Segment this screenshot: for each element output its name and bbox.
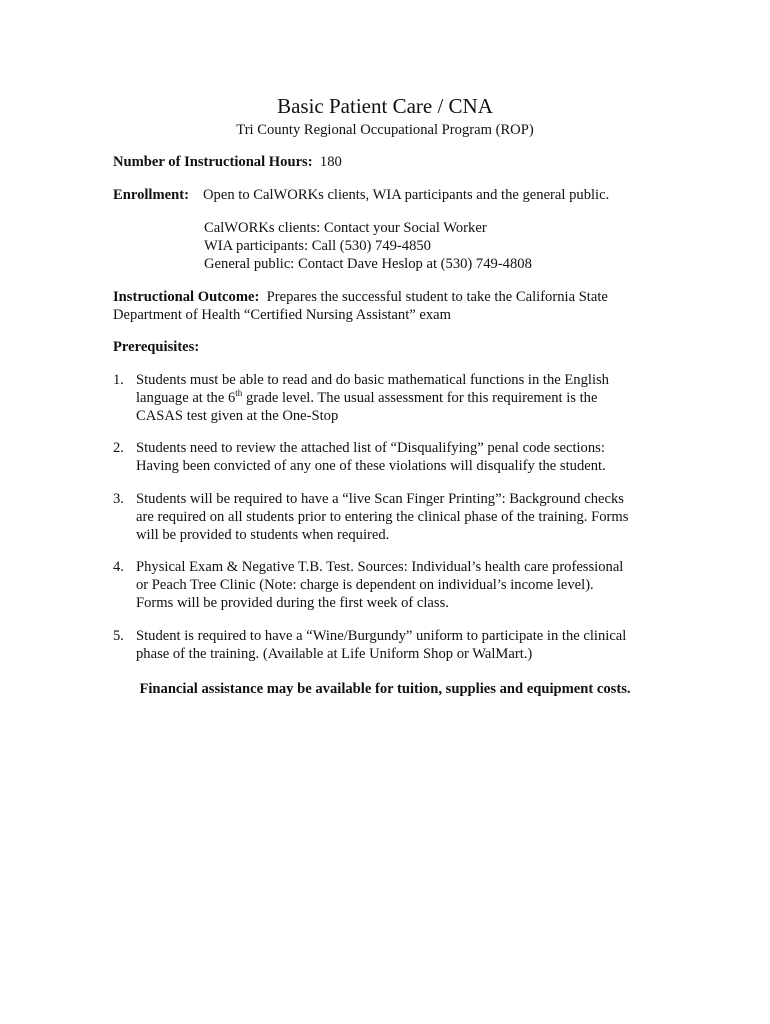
list-item-line: will be provided to students when required. xyxy=(136,527,390,543)
enrollment-row xyxy=(113,186,658,204)
list-item-line: Student is required to have a “Wine/Burgundy” uniform to participate in the clinical xyxy=(136,628,627,644)
list-item xyxy=(113,627,663,663)
list-item xyxy=(113,558,663,612)
enrollment-contact-wia: WIA participants: Call (530) 749-4850 xyxy=(204,238,431,254)
document-subtitle: Tri County Regional Occupational Program (ROP) xyxy=(236,122,534,138)
list-item xyxy=(113,439,663,475)
enrollment-contact-public: General public: Contact Dave Heslop at (530) 749-4808 xyxy=(204,256,532,272)
list-item-line: Having been convicted of any one of these violations will disqualify the student. xyxy=(136,458,606,474)
list-item-line: Physical Exam & Negative T.B. Test. Sources: Individual’s health care professional xyxy=(136,559,624,575)
list-item xyxy=(113,371,663,425)
document-title: Basic Patient Care / CNA xyxy=(277,94,493,118)
prerequisites-list xyxy=(113,439,663,475)
outcome-text-2: Department of Health “Certified Nursing Assistant” exam xyxy=(113,307,451,323)
outcome-line-1 xyxy=(113,288,658,306)
enrollment-text: Open to CalWORKs clients, WIA participants and the general public. xyxy=(203,187,610,203)
prerequisites-list xyxy=(113,490,663,544)
prerequisites-list xyxy=(113,371,663,425)
hours-label: Number of Instructional Hours xyxy=(113,154,308,170)
financial-assistance-note: Financial assistance may be available for tuition, supplies and equipment costs. xyxy=(139,681,631,697)
list-item-text: grade level. The usual assessment for this requirement is the xyxy=(242,390,598,406)
list-item-number: 4. xyxy=(113,559,124,575)
list-item-line: are required on all students prior to entering the clinical phase of the training. Forms xyxy=(136,509,629,525)
prerequisites-list xyxy=(113,627,663,663)
outcome-label: Instructional Outcome: xyxy=(113,289,260,305)
list-item-line xyxy=(136,389,663,407)
list-item-line: Students need to review the attached list of “Disqualifying” penal code sections: xyxy=(136,440,605,456)
list-item-number: 2. xyxy=(113,440,124,456)
list-item-line: Students will be required to have a “live Scan Finger Printing”: Background checks xyxy=(136,491,624,507)
list-item-number: 5. xyxy=(113,628,124,644)
list-item-text: language at the 6 xyxy=(136,390,236,406)
list-item-line: Students must be able to read and do basic mathematical functions in the English xyxy=(136,372,609,388)
list-item-line: or Peach Tree Clinic (Note: charge is dependent on individual’s income level). xyxy=(136,577,594,593)
list-item xyxy=(113,490,663,544)
prerequisites-heading: Prerequisites: xyxy=(113,339,200,355)
enrollment-label: Enrollment: xyxy=(113,187,189,203)
prerequisites-list xyxy=(113,558,663,612)
hours-separator: : xyxy=(307,154,313,170)
list-item-line: phase of the training. (Available at Life Uniform Shop or WalMart.) xyxy=(136,646,533,662)
list-item-line: Forms will be provided during the first week of class. xyxy=(136,595,449,611)
list-item-number: 1. xyxy=(113,372,124,388)
list-item-number: 3. xyxy=(113,491,124,507)
enrollment-contact-calworks: CalWORKs clients: Contact your Social Worker xyxy=(204,220,487,236)
ordinal-superscript: th xyxy=(235,388,243,398)
outcome-section xyxy=(113,288,658,324)
hours-value: 180 xyxy=(319,154,342,170)
list-item-line: CASAS test given at the One-Stop xyxy=(136,408,339,424)
hours-row xyxy=(113,153,658,171)
outcome-text-1: Prepares the successful student to take the California State xyxy=(266,289,608,305)
